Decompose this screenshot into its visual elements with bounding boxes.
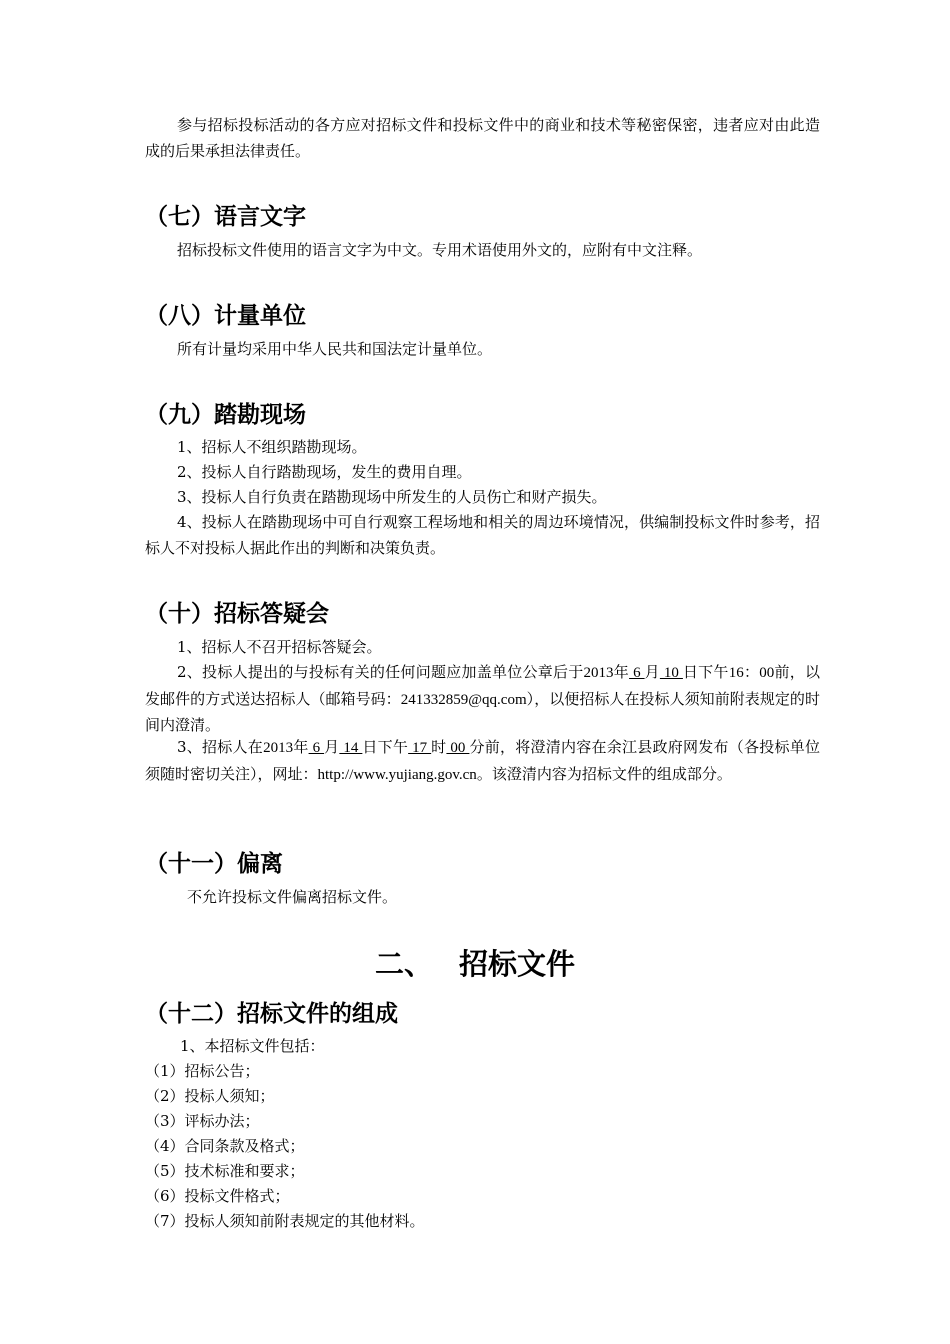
item-2-month: 6 [629,665,645,681]
list-item: （4）合同条款及格式； [145,1137,305,1155]
section-7-body: 招标投标文件使用的语言文字为中文。专用术语使用外文的，应附有中文注释。 [177,241,703,259]
section-11-body: 不允许投标文件偏离招标文件。 [187,888,398,906]
email-address: 241332859@qq.com [400,691,527,708]
intro-paragraph: 参与招标投标活动的各方应对招标文件和投标文件中的商业和技术等秘密保密，违者应对由此造成的后果承担法律责任。 [145,116,820,160]
section-9-heading: （九）踏勘现场 [145,402,306,428]
section-12-heading: （十二）招标文件的组成 [145,1001,398,1027]
part-2-heading [0,942,950,983]
item-2-text-d: 日下午 [682,663,729,681]
item-3-year: 2013 [263,740,294,756]
item-2-day: 10 [659,665,683,681]
list-item: （3）评标办法； [145,1112,260,1130]
item-2-text-c: 月 [644,663,660,681]
section-11-heading: （十一）偏离 [145,851,283,877]
item-2-text-f: ），以便招标人在投标人须知前附表规定的时间内澄清。 [145,689,820,734]
section-8-body: 所有计量均采用中华人民共和国法定计量单位。 [177,340,493,358]
item-2-text-b: 年 [613,663,630,681]
item-3-month: 6 [308,740,325,756]
section-12-lead: 1、本招标文件包括： [180,1037,325,1055]
item-2-time: 16：00 [728,665,775,681]
item-3-text-a: 3、招标人在 [177,738,264,756]
section-9-item-2: 2、投标人自行踏勘现场，发生的费用自理。 [177,463,472,481]
item-2-text-e: 前，以发邮件的方式送达招标人（邮箱号码： [145,663,820,708]
section-10-item-3 [145,735,820,788]
item-3-day: 14 [339,740,363,756]
item-3-text-g: 。该澄清内容为招标文件的组成部分。 [476,764,732,783]
website-url: http://www.yujiang.gov.cn [317,766,477,783]
part-2-title: 招标文件 [459,947,576,981]
item-3-hour: 17 [408,740,432,756]
item-2-year: 2013 [583,665,614,681]
item-3-text-b: 年 [293,738,309,756]
item-3-text-e: 时 [431,738,447,756]
list-item: （7）投标人须知前附表规定的其他材料。 [145,1212,425,1230]
item-2-text-a: 2、投标人提出的与投标有关的任何问题应加盖单位公章后于 [177,663,584,681]
item-3-text-f: 分前，将澄清内容在余江县政府网发布（各投标单位须随时密切关注），网址： [145,738,821,783]
part-2-number: 二、 [374,947,433,981]
item-3-minute: 00 [446,740,470,756]
section-9-item-3: 3、投标人自行负责在踏勘现场中所发生的人员伤亡和财产损失。 [177,488,607,506]
list-item: （2）投标人须知； [145,1087,275,1105]
section-10-heading: （十）招标答疑会 [145,601,329,627]
list-item: （1）招标公告； [145,1062,260,1080]
item-3-text-d: 日下午 [362,738,409,756]
section-9-item-4: 4、投标人在踏勘现场中可自行观察工程场地和相关的周边环境情况，供编制投标文件时参考，招标人不对投标人据此作出的判断和决策负责。 [145,513,820,557]
item-3-text-c: 月 [324,738,340,756]
section-9-item-1: 1、招标人不组织踏勘现场。 [177,438,367,456]
section-10-item-2 [145,660,820,739]
list-item: （6）投标文件格式； [145,1187,290,1205]
section-10-item-1: 1、招标人不召开招标答疑会。 [177,638,382,656]
list-item: （5）技术标准和要求； [145,1162,305,1180]
section-7-heading: （七）语言文字 [145,204,306,230]
section-8-heading: （八）计量单位 [145,303,306,329]
